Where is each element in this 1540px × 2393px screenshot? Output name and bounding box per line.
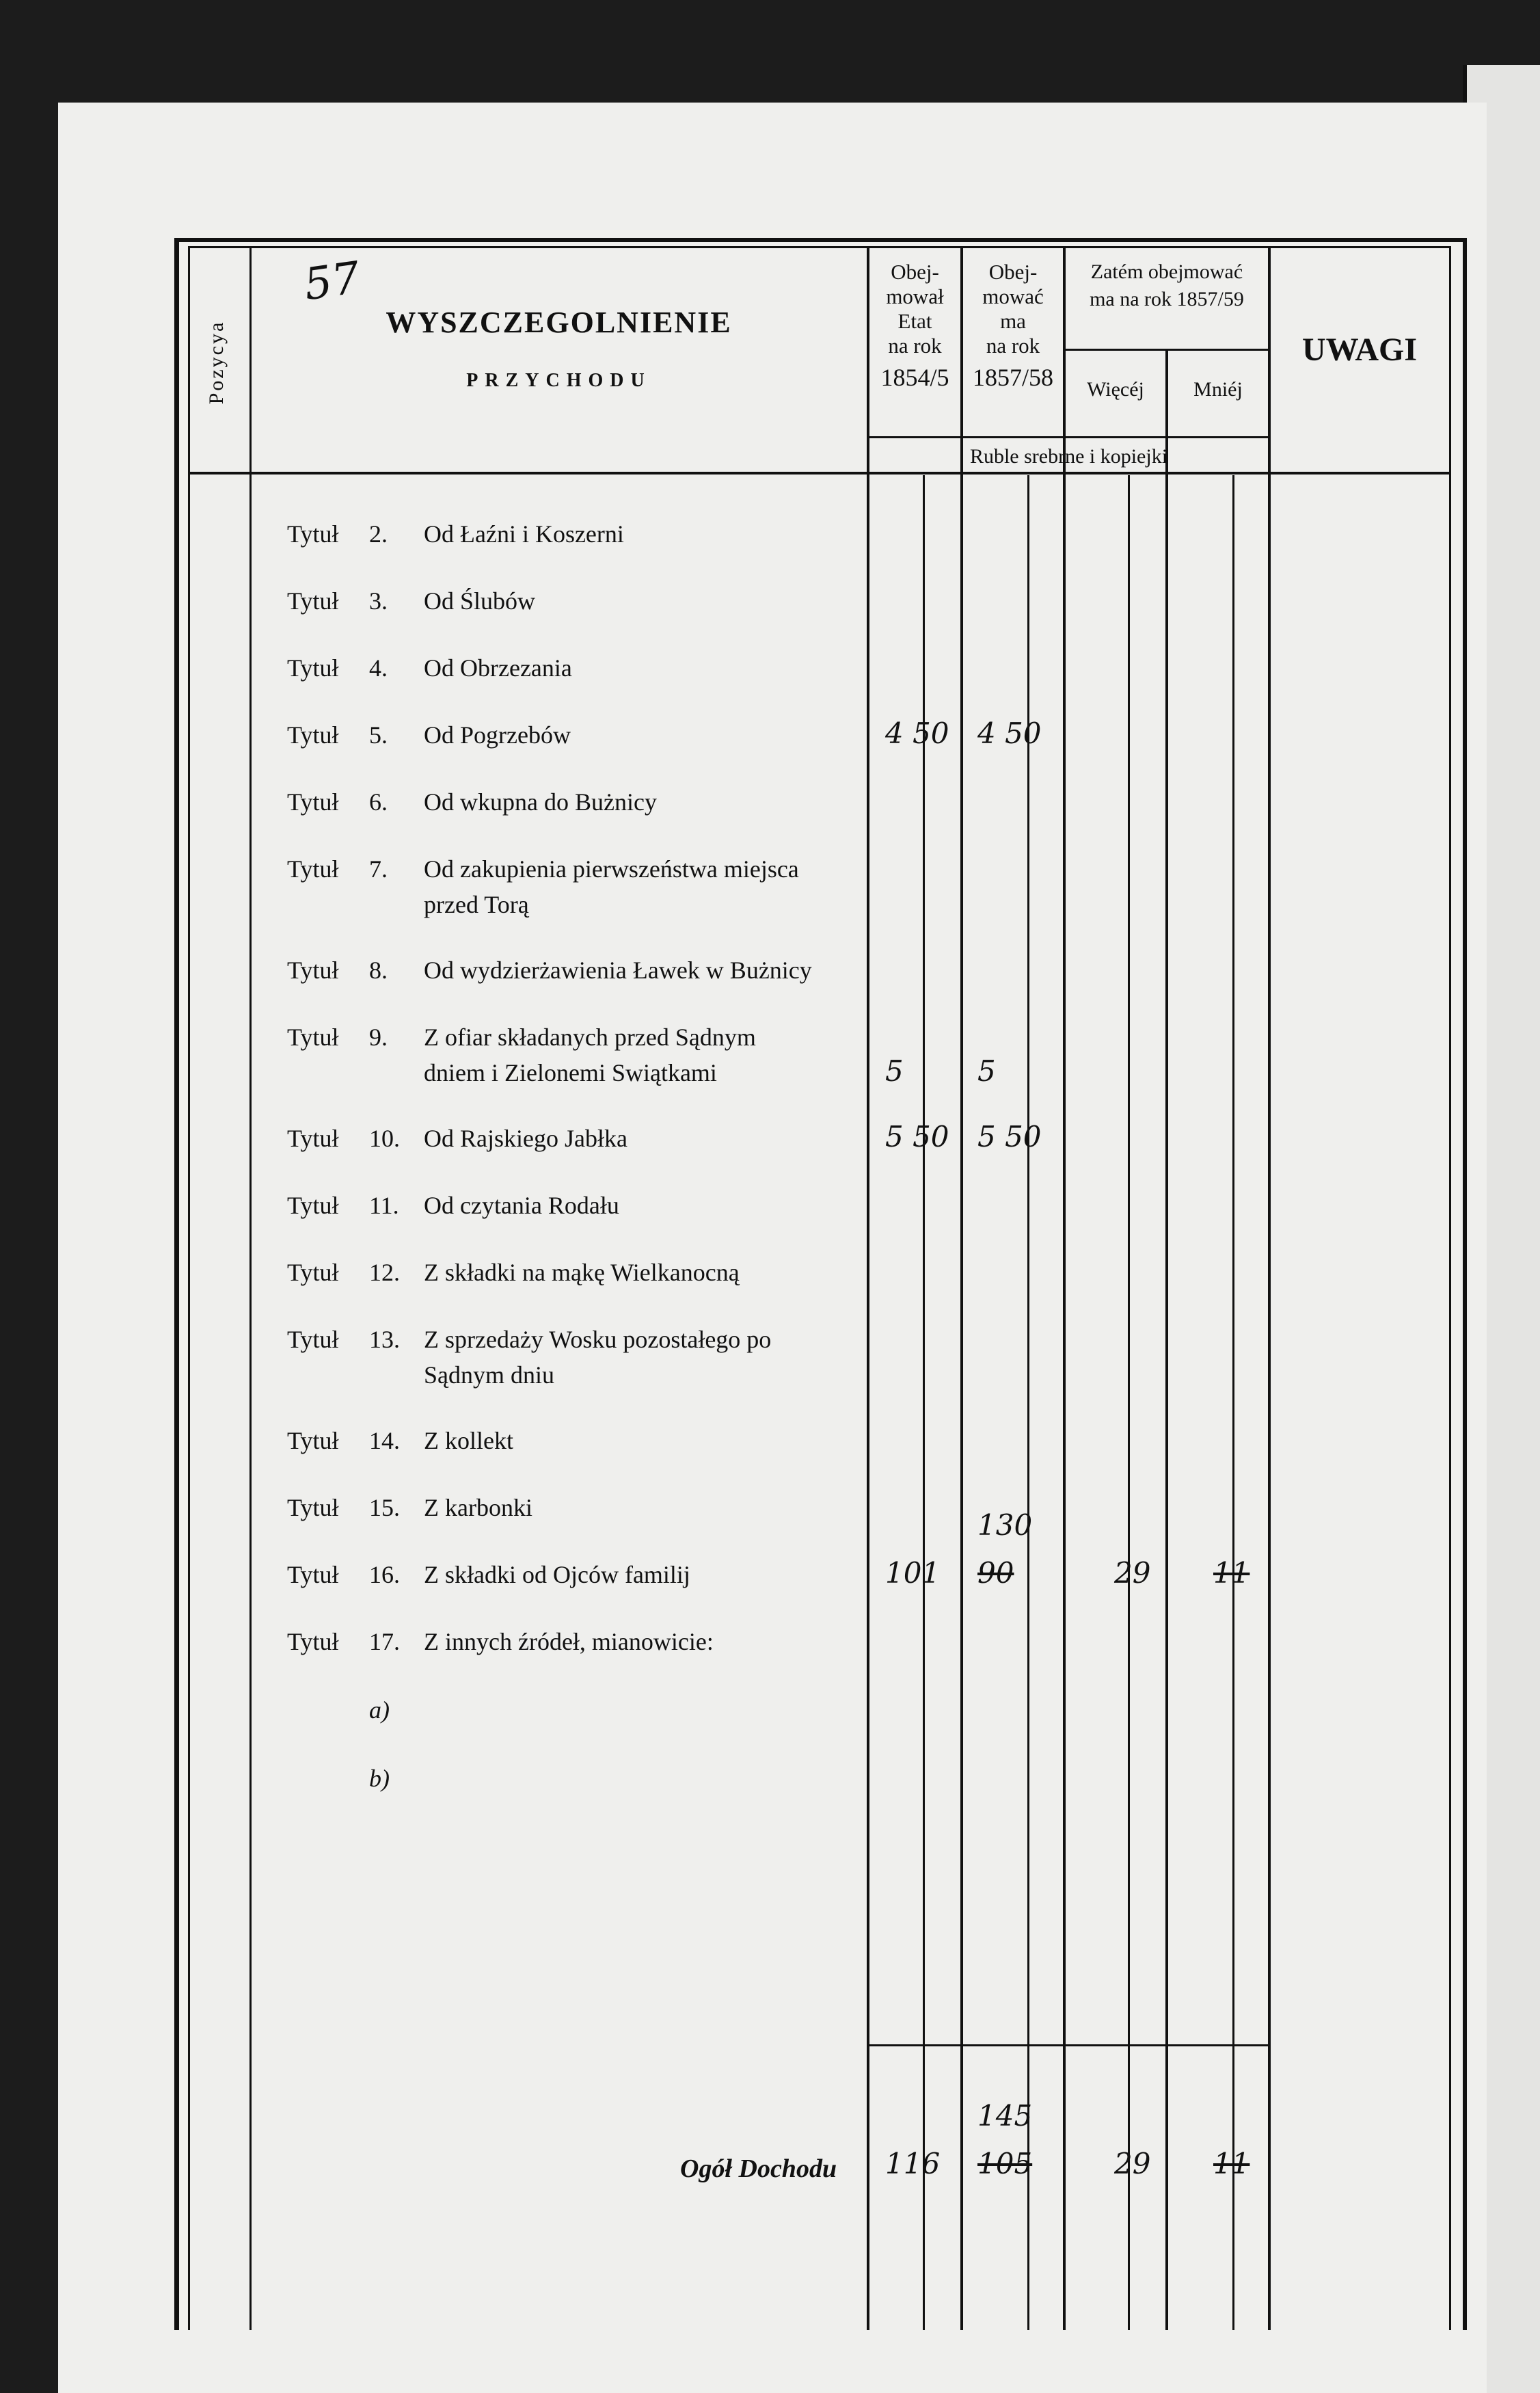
sub-item-b: b) [369, 1765, 390, 1792]
row-text: Od Łaźni i Koszerni [424, 520, 624, 548]
row-text-cont: Sądnym dniu [424, 1361, 555, 1389]
row-text: Od Ślubów [424, 587, 536, 615]
row-amount-objmowac: 4 50 [977, 717, 1042, 750]
row-amount-objmowac: 5 50 [977, 1120, 1042, 1153]
ruble-rule [867, 436, 1268, 438]
total-rule [867, 2044, 1268, 2046]
row-text: Od czytania Rodału [424, 1192, 619, 1219]
col-line-2b [1027, 475, 1029, 2330]
row-tytul: Tytuł [287, 1024, 339, 1051]
frame-left [174, 238, 179, 2330]
row-number: 14. [369, 1427, 400, 1454]
col-objmowal-year: 1854/5 [880, 364, 949, 391]
col-line-4 [1165, 349, 1168, 2330]
ruble-label: Ruble srebrne i kopiejki [969, 445, 1168, 468]
col-objmowac-year: 1857/58 [972, 364, 1053, 391]
row-text-cont: dniem i Zielonemi Swiątkami [424, 1059, 717, 1086]
total-label: Ogół Dochodu [680, 2154, 837, 2183]
col-line-3 [1063, 246, 1066, 2330]
total-h1: 116 [885, 2147, 941, 2180]
row-tytul: Tytuł [287, 1125, 339, 1152]
frame-top-inner [188, 246, 1451, 248]
header-bottom-rule [188, 472, 1451, 474]
row-tytul: Tytuł [287, 1427, 339, 1454]
row-tytul: Tytuł [287, 587, 339, 615]
row-tytul: Tytuł [287, 520, 339, 548]
row-number: 6. [369, 788, 388, 816]
row-number: 13. [369, 1326, 400, 1353]
row-tytul: Tytuł [287, 1628, 339, 1655]
row-tytul: Tytuł [287, 1326, 339, 1353]
row-tytul: Tytuł [287, 721, 339, 749]
row-text: Z innych źródeł, mianowicie: [424, 1628, 714, 1655]
row-amount-objmowal: 5 50 [885, 1120, 949, 1153]
row-amount-wiecej: 29 [1114, 1556, 1151, 1590]
row-number: 12. [369, 1259, 400, 1286]
zatem-rule [1063, 349, 1268, 351]
total-h4: 11 [1213, 2147, 1250, 2180]
row-tytul: Tytuł [287, 855, 339, 883]
row-text: Z karbonki [424, 1494, 532, 1521]
row-number: 17. [369, 1628, 400, 1655]
row-text: Od zakupienia pierwszeństwa miejsca [424, 855, 799, 883]
frame-right-inner [1449, 246, 1451, 2330]
col-line-1 [867, 246, 869, 2330]
row-amount-objmowac: 5 [977, 1054, 996, 1088]
col-objmowac-header: Obej- mować ma na rok [982, 260, 1044, 358]
total-h2-above: 145 [977, 2099, 1033, 2133]
row-number: 7. [369, 855, 388, 883]
row-number: 16. [369, 1561, 400, 1588]
row-tytul: Tytuł [287, 1259, 339, 1286]
row-tytul: Tytuł [287, 1192, 339, 1219]
row-text: Z składki od Ojców familij [424, 1561, 690, 1588]
col-line-1b [923, 475, 925, 2330]
row-number: 9. [369, 1024, 388, 1051]
row-amount-objmowal: 4 50 [885, 717, 949, 750]
row-tytul: Tytuł [287, 788, 339, 816]
row-text: Od Obrzezania [424, 654, 572, 682]
row-text: Z składki na mąkę Wielkanocną [424, 1259, 740, 1286]
col-line-5 [1268, 246, 1271, 2330]
sub-item-a: a) [369, 1696, 390, 1724]
row-text: Od wydzierżawienia Ławek w Bużnicy [424, 957, 812, 984]
row-text: Od Pogrzebów [424, 721, 571, 749]
row-text: Od wkupna do Bużnicy [424, 788, 657, 816]
frame-right [1463, 238, 1467, 2330]
total-h2: 105 [977, 2147, 1033, 2180]
total-h3: 29 [1114, 2147, 1151, 2180]
col-line-3b [1128, 475, 1130, 2330]
row-tytul: Tytuł [287, 654, 339, 682]
title: WYSZCZEGOLNIENIE [386, 306, 732, 339]
col-line-2 [960, 246, 963, 2330]
row-text-cont: przed Torą [424, 891, 529, 918]
row-tytul: Tytuł [287, 1561, 339, 1588]
row-amount-mniej: 11 [1213, 1556, 1250, 1590]
row-text: Od Rajskiego Jabłka [424, 1125, 627, 1152]
pozycya-header: Pozycya [205, 320, 228, 405]
row-tytul: Tytuł [287, 1494, 339, 1521]
col-wiecej-header: Więcéj [1087, 378, 1144, 401]
row-text: Z sprzedaży Wosku pozostałego po [424, 1326, 772, 1353]
col-line-4b [1232, 475, 1234, 2330]
row-number: 5. [369, 721, 388, 749]
row-amount-objmowal: 5 [885, 1054, 904, 1088]
row-text: Z kollekt [424, 1427, 513, 1454]
row-number: 4. [369, 654, 388, 682]
row-number: 3. [369, 587, 388, 615]
col-line-pozycya [249, 246, 252, 2330]
row-amount-objmowal: 101 [885, 1556, 941, 1590]
row-tytul: Tytuł [287, 957, 339, 984]
row-number: 8. [369, 957, 388, 984]
subtitle: PRZYCHODU [466, 370, 651, 391]
row-amount-objmowac: 90 [977, 1556, 1014, 1590]
row-number: 10. [369, 1125, 400, 1152]
row-text: Z ofiar składanych przed Sądnym [424, 1024, 756, 1051]
row-number: 11. [369, 1192, 399, 1219]
col-zatem-header: Zatém obejmować ma na rok 1857/59 [1090, 260, 1244, 310]
col-uwagi-header: UWAGI [1301, 332, 1418, 368]
row-number: 15. [369, 1494, 400, 1521]
row-amount-objmowac-above: 130 [977, 1508, 1033, 1542]
col-objmowal-header: Obej- mował Etat na rok [886, 260, 944, 358]
ledger-page [58, 103, 1487, 2393]
frame-left-inner [188, 246, 190, 2330]
page-number: 57 [301, 252, 364, 311]
row-number: 2. [369, 520, 388, 548]
col-mniej-header: Mniéj [1193, 378, 1243, 401]
frame-top [174, 238, 1467, 242]
